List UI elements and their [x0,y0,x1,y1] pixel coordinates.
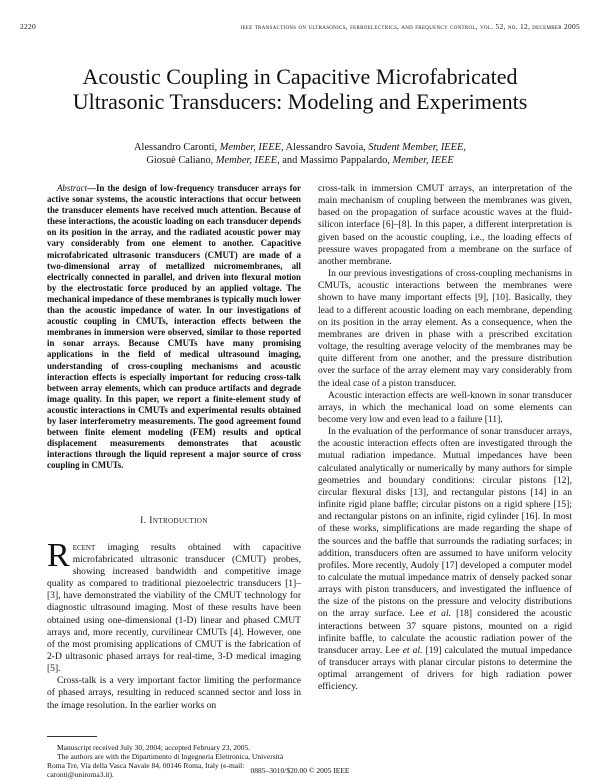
author-line-2 [40,155,560,168]
author-membership: Member, IEEE [392,154,454,166]
author-affiliation: The authors are with the Dipartimento di Ingegneria Elettronica, Università Roma Tre, Via della Vasca Navale 84, 00146 Roma, Italy (e-mail: caronti@uniroma3.it). [47,751,284,779]
intro-smallcaps: ecent [72,541,96,553]
paragraph: Acoustic interaction effects are well-known in sonar transducer arrays, in which the mechanical load on some elements can become very low and even lead to a failure [11]. [318,389,572,425]
section-numeral: I. [140,516,150,527]
author-line-1 [40,142,560,155]
abstract-text: —In the design of low-frequency transducer arrays for active sonar systems, the acoustic interactions that occur between the transducer elements have received much attention. Because of these interactions, the acoustic loading on each transducer depends on its position in the array, and the radiated acoustic power may vary considerably from one element to another. Capacitive microfabricated ultrasonic transducers (CMUT) are made of a two-dimensional array of metallized micromembranes, all electrically connected in parallel, and driven into flexural motion by the electrostatic force produced by an applied voltage. The mechanical impedance of these membranes is typically much lower than the acoustic impedance of water. In our investigations of acoustic coupling in CMUTs, interaction effects between the membranes in immersion were observed, similar to those reported in sonar arrays. Because CMUTs have many promising applications in the field of medical ultrasound imaging, understanding of cross-coupling mechanisms and acoustic interaction effects is especially important for reducing cross-talk between array elements, which can produce artifacts and degrade image quality. In this paper, we report a finite-element study of acoustic interactions in CMUTs and experimental results obtained by laser interferometry measurements. The good agreement found between finite element modeling (FEM) results and optical displacement measurements demonstrates that acoustic interactions through the liquid represent a major source of cross coupling in CMUTs. [47,183,301,471]
drop-cap: R [47,536,70,574]
intro-paragraph-2: Cross-talk is a very important factor limiting the performance of phased arrays, resulting in reduced scanned sector and loss in the image resolution. In the earlier works on [47,675,301,711]
author-name: , Alessandro Savoia, [280,142,369,153]
paragraph-text: In the evaluation of the performance of sonar transducer arrays, the acoustic interaction effects often are investigated through the mutual radiation impedance. Mutual impedances have been calculated analytically or numerically by many authors for simple geometries and boundary conditions: circular pistons [12], circular flexural disks [13], and rectangular pistons [14] in an infinite rigid plane baffle; circular pistons on a rigid sphere [15]; and rectangular pistons on an infinite, rigid cylinder [16]. In most of these works, simplifications are made regarding the shape of the sources and the baffle that surrounds the radiating surfaces; in addition, transducers often are assumed to have uniform velocity profiles. More recently, Audoly [17] developed a computer model to calculate the mutual impedance matrix of densely packed sonar arrays with piston transducers, and investigated the influence of the size of the pistons on the pressure and velocity distributions on the array surface. Lee [318,426,572,620]
author-name: Alessandro Caronti, [134,142,220,153]
manuscript-dates: Manuscript received July 30, 2004; accepted February 23, 2005. [57,743,251,752]
footnote-rule [47,736,97,737]
journal-name: ieee transactions on ultrasonics, ferroelectrics, and frequency control, vol. 52, no. 12, december 2005 [240,22,580,31]
paragraph-continued: cross-talk in immersion CMUT arrays, an interpretation of the main mechanism of coupling between the membranes was given, based on the propagation of surface acoustic waves at the fluid-silicon interface [6]–[8]. In this paper, a different interpretation is given based on the acoustic coupling, i.e., the loading effects of pressure waves propagated from a membrane on the surface of another membrane. [318,183,572,267]
paragraph: In our previous investigations of cross-coupling mechanisms in CMUTs, acoustic interactions between the membranes were shown to have many important effects [9], [10]. Basically, they lead to a different acoustic loading on each membrane, depending on its position in the array element. As a consequence, when the membranes are driven in phase with a prescribed excitation voltage, the resulting average velocity of the membranes may be quite different from one another, and the pressure distribution over the surface of the array element may vary considerably from the ideal case of a piston transducer. [318,268,572,389]
abstract [47,183,301,471]
left-column [47,183,301,712]
author-membership: Member, IEEE [219,142,281,153]
author-separator: , [463,142,466,153]
section-title: Introduction [149,516,208,527]
intro-paragraph-1 [47,536,301,676]
author-name: , and Massimo Pappalardo, [277,154,393,166]
paragraph [318,426,572,693]
author-list [40,142,560,167]
page-number: 2220 [20,22,36,31]
citation-etal: et al. [429,608,451,620]
abstract-lead: Abstract [57,183,88,193]
paragraph-text: [18] considered the acoustic interactions between 37 square pistons, mounted on a rigid infinite baffle, to calculate the acoustic radiation power of the transducer array. Lee [318,608,572,656]
paper-title: Acoustic Coupling in Capacitive Microfabricated Ultrasonic Transducers: Modeling and Experiments [72,64,528,114]
paragraph-text: [19] calculated the mutual impedance of transducer arrays with planar circular pistons to determine the optimal arrangement of drivers for high radiation power efficiency. [318,644,573,693]
paragraph-text: imaging results obtained with capacitive microfabricated ultrasonic transducer (CMUT) probes, showing increased bandwidth and competitive image quality as compared to traditional piezoelectric transducers [1]–[3], have demonstrated the viability of the CMUT technology for diagnostic ultrasound imaging. Most of these results have been obtained using one-dimensional (1-D) linear and phased CMUT arrays and, more recently, curvilinear CMUTs [4]. However, one of the most promising applications of CMUT is the fabrication of 2-D ultrasonic phased arrays for real-time, 3-D medical imaging [5]. [47,541,301,675]
running-header [20,22,580,34]
right-column [318,183,572,694]
copyright-line: 0885–3010/$20.00 © 2005 IEEE [250,766,350,775]
section-heading-introduction [47,515,301,527]
author-name: Giosuè Caliano, [146,154,216,166]
citation-etal: et al. [402,644,423,656]
author-membership: Student Member, IEEE [368,142,464,153]
author-membership: Member, IEEE [215,154,278,166]
